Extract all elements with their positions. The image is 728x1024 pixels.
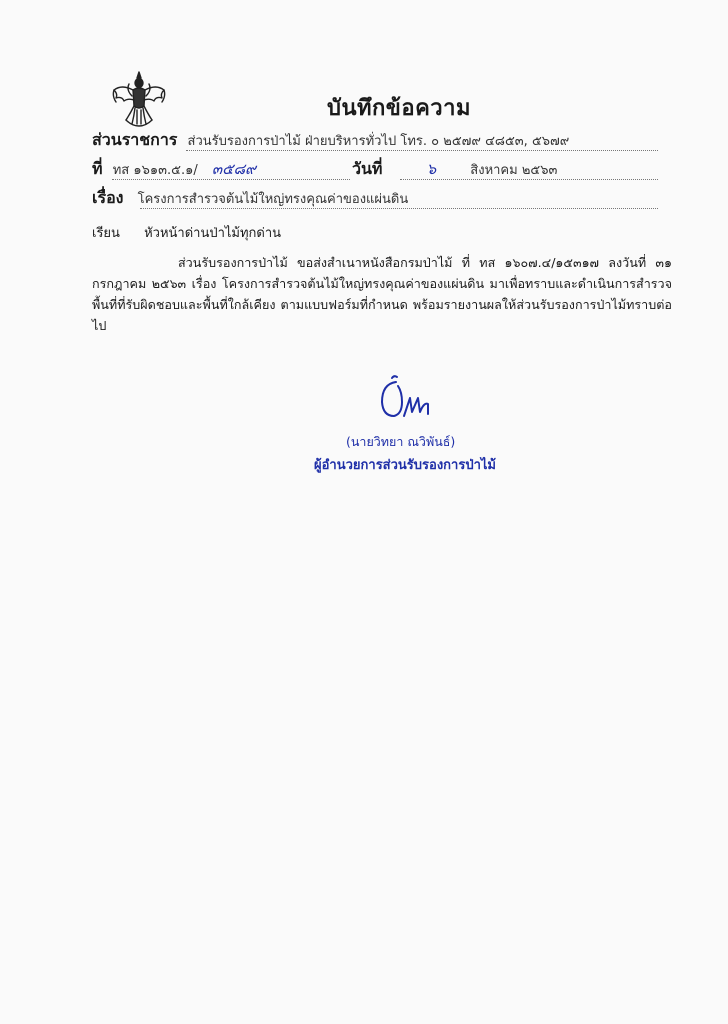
subject-value: โครงการสำรวจต้นไม้ใหญ่ทรงคุณค่าของแผ่นดิน (137, 192, 409, 207)
signatory-position: ผู้อำนวยการส่วนรับรองการป่าไม้ (314, 458, 496, 473)
agency-dotted-line (186, 150, 658, 151)
subject-label: เรื่อง (92, 188, 124, 207)
date-month-year: สิงหาคม ๒๕๖๓ (470, 163, 558, 178)
reference-dotted-line (112, 179, 350, 180)
date-label: วันที่ (352, 159, 383, 178)
subject-dotted-line (140, 208, 658, 209)
reference-number: ๓๕๘๙ (211, 160, 257, 178)
handwritten-signature (372, 372, 442, 428)
date-dotted-line (400, 179, 658, 180)
agency-value: ส่วนรับรองการป่าไม้ ฝ่ายบริหารทั่วไป โทร. ๐ ๒๕๗๙ ๔๘๕๓, ๕๖๗๙ (187, 134, 570, 149)
reference-prefix: ทส ๑๖๑๓.๕.๑/ (112, 163, 198, 178)
agency-label: ส่วนราชการ (92, 130, 178, 149)
document-title: บันทึกข้อความ (326, 96, 471, 121)
salutation-label: เรียน (92, 226, 120, 241)
salutation (92, 222, 281, 243)
signatory-name: (นายวิทยา ณวิพันธ์) (346, 434, 456, 449)
reference-label: ที่ (92, 159, 103, 178)
body-paragraph: ส่วนรับรองการป่าไม้ ขอส่งสำเนาหนังสือกรมป่าไม้ ที่ ทส ๑๖๐๗.๔/๑๕๓๑๗ ลงวันที่ ๓๑ กรกฎาคม ๒๕๖๓ เรื่อง โครงการสำรวจต้นไม้ใหญ่ทรงคุณค่าของแผ่นดิน มาเพื่อทราบและดำเนินการสำรวจพื้นที่ที่รับผิดชอบและพื้นที่ใกล้เคียง ตามแบบฟอร์มที่กำหนด พร้อมรายงานผลให้ส่วนรับรองการป่าไม้ทราบต่อไป (92, 255, 672, 333)
body-text (92, 252, 672, 336)
salutation-recipient: หัวหน้าด่านป่าไม้ทุกด่าน (144, 226, 282, 241)
date-day: ๖ (426, 160, 437, 178)
